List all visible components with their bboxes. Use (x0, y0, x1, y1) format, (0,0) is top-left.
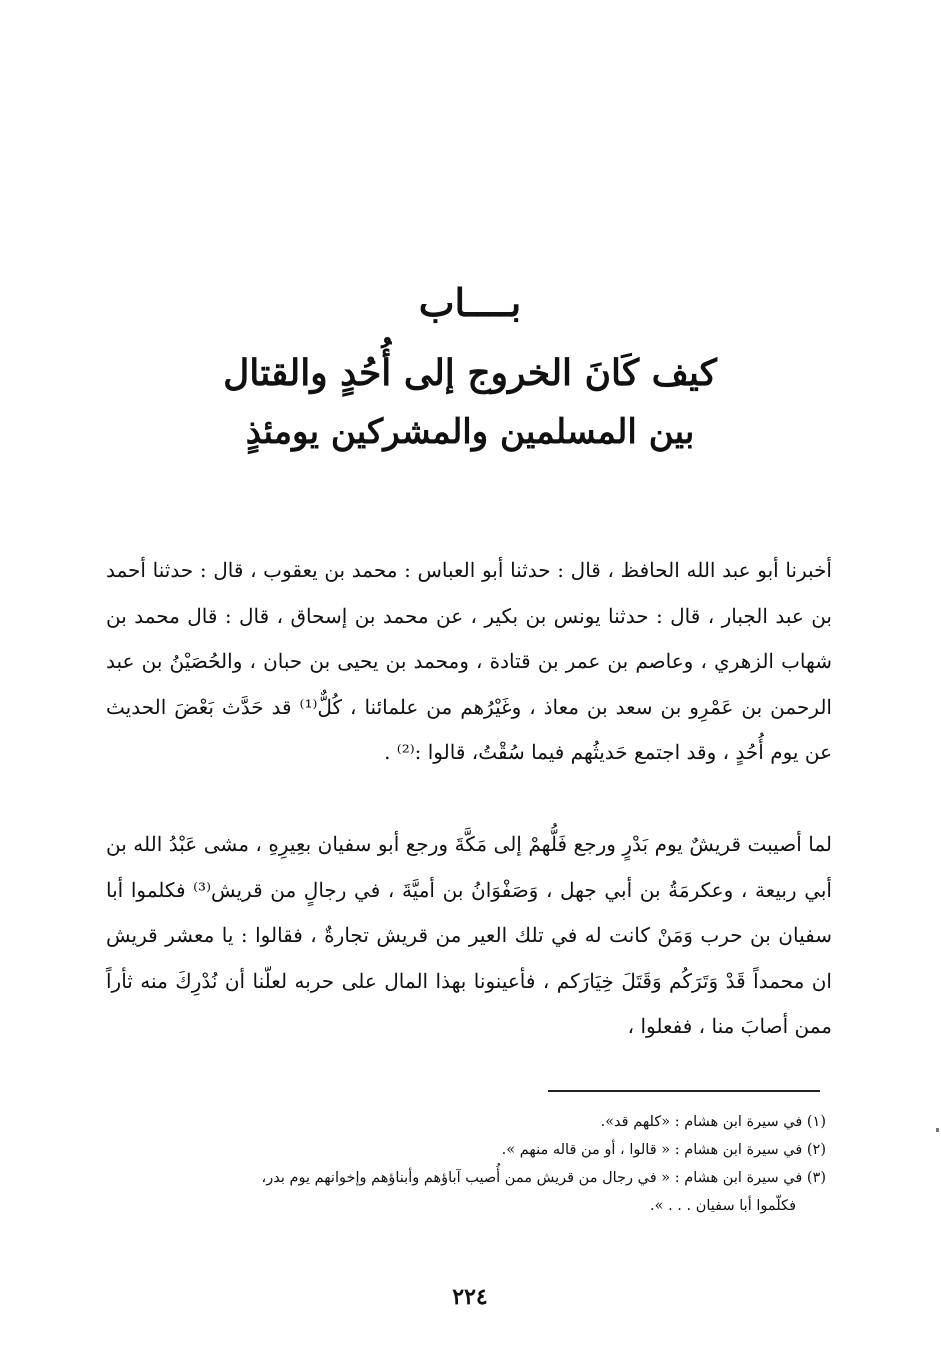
footnote-2: (٢) في سيرة ابن هشام : « قالوا ، أو من قاله منهم ». (501, 1142, 826, 1158)
body-paragraph-2: لما أصيبت قريشٌ يوم بَدْرٍ ورجع فَلُّهمْ إلى مَكَّةَ ورجع أبو سفيان بعِيرِهِ ، مشى عَبْدُ الله بن أبي ربيعة ، وعكرمَةُ بن أبي جهل ، وَصَفْوَانُ بن أميَّةَ ، في رجالٍ من قريش⁽³⁾ فكلموا أبا سفيان بن حرب وَمَنْ كانت له في تلك العير من قريش تجارةٌ ، فقالوا : يا معشر قريش ان محمداً قَدْ وَتَرَكُم وَقَتَلَ خِيَارَكم ، فأعينونا بهذا المال على حربه لعلّنا أن نُدْرِكَ منه ثأراً ممن أصابَ منا ، ففعلوا ، (106, 832, 832, 1038)
chapter-label: بــــاب (418, 280, 522, 325)
chapter-title-line2: بين المسلمين والمشركين يومئذٍ (245, 412, 695, 452)
chapter-title-line1: كيف كَانَ الخروج إلى أُحُدٍ والقتال (223, 352, 717, 394)
footnote-divider (548, 1090, 820, 1092)
footnote-3-continuation: فكلّموا أبا سفيان . . . ». (649, 1198, 796, 1214)
footnote-3: (٣) في سيرة ابن هشام : « في رجال من قريش ممن أُصيب آباؤهم وأبناؤهم وإخوانهم يوم بدر، (261, 1170, 826, 1186)
body-paragraph-1: أخبرنا أبو عبد الله الحافظ ، قال : حدثنا أبو العباس : محمد بن يعقوب ، قال : حدثنا أحمد بن عبد الجبار ، قال : حدثنا يونس بن بكير ، عن محمد بن إسحاق ، قال : قال محمد بن شهاب الزهري ، وعاصم بن عمر بن قتادة ، ومحمد بن يحيى بن حبان ، والحُصَيْنُ بن عبد الرحمن بن عَمْرِو بن سعد بن معاذ ، وغَيْرُهم من علمائنا ، كُلٌّ⁽¹⁾ قد حَدَّث بَعْضَ الحديث عن يوم أُحُدٍ ، وقد اجتمع حَديثُهم فيما سُقْتُ، قالوا :⁽²⁾ . (106, 558, 832, 764)
footnotes (106, 1108, 826, 1220)
scan-edge-mark (936, 1128, 939, 1132)
footnote-1: (١) في سيرة ابن هشام : «كلهم قد». (600, 1114, 826, 1130)
page-number: ٢٢٤ (452, 1284, 488, 1310)
